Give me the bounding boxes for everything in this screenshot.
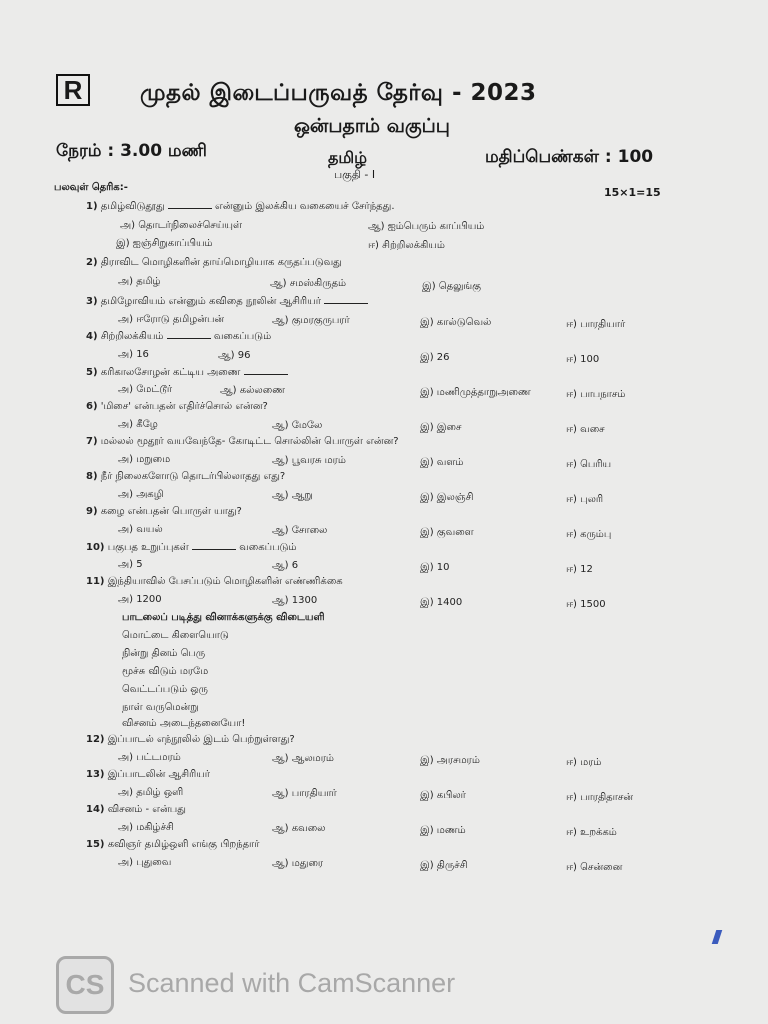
time-label: நேரம் : 3.00 மணி <box>56 141 207 161</box>
option: அ) 5 <box>118 559 143 570</box>
question-10: 10) பகுபத உறுப்புகள் வகைப்படும் <box>86 542 297 553</box>
question-4: 4) சிற்றிலக்கியம் வகைப்படும் <box>86 331 272 342</box>
option: இ) குவளை <box>420 527 474 538</box>
option: ஆ) ஆறு <box>272 490 313 501</box>
poem-line: நின்று தினம் பெரு <box>122 648 206 659</box>
answer-blank <box>192 541 236 550</box>
option: இ) 10 <box>420 562 450 573</box>
option: ஈ) 1500 <box>566 599 606 610</box>
option: ஈ) சென்னை <box>566 862 623 873</box>
option: ஆ) 96 <box>218 350 251 361</box>
option: அ) மறுமை <box>118 454 171 465</box>
pen-mark <box>712 930 723 944</box>
option: இ) வளம் <box>420 457 464 468</box>
camscanner-logo-icon: CS <box>56 956 114 1014</box>
question-15: 15) கவிஞர் தமிழ்ஒளி எங்கு பிறந்தார் <box>86 839 260 850</box>
option: அ) 1200 <box>118 594 162 605</box>
question-6: 6) 'மிசை' என்பதன் எதிர்ச்சொல் என்ன? <box>86 401 268 412</box>
option: இ) தெலுங்கு <box>422 281 481 292</box>
subject-label: தமிழ் <box>328 148 368 167</box>
camscanner-watermark: Scanned with CamScanner <box>128 968 456 998</box>
option: ஈ) பாரதியார் <box>566 319 626 330</box>
poem-line: நாள் வருமென்று <box>122 702 199 713</box>
option: ஆ) ஐம்பெரும் காப்பியம் <box>368 221 485 232</box>
option: இ) கபிலர் <box>420 790 466 801</box>
option: ஆ) பாரதியார் <box>272 788 337 799</box>
question-7: 7) மல்லல் மூதூர் வயவேந்தே- கோடிட்ட சொல்லின் பொருள் என்ன? <box>86 436 399 447</box>
poem-line: மூச்சு விடும் மரமே <box>122 666 209 677</box>
section-label: பலவுள் தெரிக:- <box>54 182 128 193</box>
option: ஆ) கவலை <box>272 823 326 834</box>
option: ஆ) 1300 <box>272 595 318 606</box>
option: ஈ) பாரதிதாசன் <box>566 792 634 803</box>
poem-line: வெட்டப்படும் ஒரு <box>122 684 208 695</box>
question-14: 14) விசனம் - என்பது <box>86 804 186 815</box>
option: ஈ) 12 <box>566 564 593 575</box>
option: ஆ) கல்லணை <box>220 385 285 396</box>
option: ஈ) வசை <box>566 424 605 435</box>
option: ஆ) பூவரசு மரம் <box>272 455 346 466</box>
question-2: 2) திராவிட மொழிகளின் தாய்மொழியாக கருதப்படுவது <box>86 257 342 268</box>
option: ஆ) குமரகுருபரர் <box>272 315 350 326</box>
marks-label: மதிப்பெண்கள் : 100 <box>485 147 654 167</box>
option: அ) தொடர்நிலைச்செய்யுள் <box>120 220 242 231</box>
option: அ) தமிழ் <box>118 276 161 287</box>
question-1: 1) தமிழ்விடுதூது என்னும் இலக்கிய வகையைச் சேர்ந்தது. <box>86 201 395 212</box>
option: இ) 1400 <box>420 597 463 608</box>
part-label: பகுதி - I <box>334 168 376 181</box>
poem-line: விசனம் அடைந்தனையோ! <box>122 718 246 729</box>
answer-blank <box>324 295 368 304</box>
option: இ) இசை <box>420 422 462 433</box>
option: இ) கால்டுவெல் <box>420 317 492 328</box>
option: அ) வயல் <box>118 524 163 535</box>
option: அ) 16 <box>118 349 149 360</box>
option: இ) திருச்சி <box>420 860 468 871</box>
option: இ) 26 <box>420 352 450 363</box>
answer-blank <box>168 200 212 209</box>
option: அ) ஈரோடு தமிழன்பன் <box>118 314 225 325</box>
option: ஆ) 6 <box>272 560 299 571</box>
option: ஆ) சோலை <box>272 525 328 536</box>
option: இ) மணம் <box>420 825 466 836</box>
option: அ) கீழே <box>118 419 158 430</box>
option: ஈ) பாபநாசம் <box>566 389 626 400</box>
option: அ) தமிழ் ஒளி <box>118 787 184 798</box>
score-label: 15×1=15 <box>604 186 661 199</box>
option: இ) மணிமுத்தாறுஅணை <box>420 387 531 398</box>
option: அ) மகிழ்ச்சி <box>118 822 174 833</box>
answer-blank <box>167 330 211 339</box>
option: இ) அரசமரம் <box>420 755 480 766</box>
option: இ) ஐஞ்சிறுகாப்பியம் <box>116 238 213 249</box>
option: ஈ) மரம் <box>566 757 602 768</box>
option: அ) புதுவை <box>118 857 172 868</box>
exam-title: முதல் இடைப்பருவத் தேர்வு - 2023 <box>140 80 537 106</box>
question-12: 12) இப்பாடல் எந்நூலில் இடம் பெற்றுள்ளது? <box>86 734 295 745</box>
question-5: 5) கரிகாலசோழன் கட்டிய அணை <box>86 366 288 379</box>
option: அ) அகழி <box>118 489 164 500</box>
question-13: 13) இப்பாடலின் ஆசிரியர் <box>86 769 211 780</box>
option: ஆ) மதுரை <box>272 858 324 869</box>
option: ஈ) புலரி <box>566 494 604 505</box>
question-9: 9) கழை என்பதன் பொருள் யாது? <box>86 506 242 517</box>
poem-intro: பாடலைப் படித்து வினாக்களுக்கு விடையளி <box>122 612 325 623</box>
r-mark: R <box>56 74 90 106</box>
option: இ) இலஞ்சி <box>420 492 474 503</box>
question-8: 8) நீர் நிலைகளோடு தொடர்பில்லாதது எது? <box>86 471 286 482</box>
option: ஈ) கரும்பு <box>566 529 612 540</box>
option: ஈ) சிற்றிலக்கியம் <box>368 240 445 251</box>
option: ஆ) சமஸ்கிருதம் <box>270 278 347 289</box>
question-3: 3) தமிழோவியம் என்னும் கவிதை நூலின் ஆசிரியர் <box>86 295 368 308</box>
option: ஈ) பெரிய <box>566 459 612 470</box>
option: ஈ) உறக்கம் <box>566 827 617 838</box>
poem-line: மொட்டை கிளையொடு <box>122 630 229 641</box>
option: அ) பட்டமரம் <box>118 752 181 763</box>
class-label: ஒன்பதாம் வகுப்பு <box>294 115 450 137</box>
question-11: 11) இந்தியாவில் பேசப்படும் மொழிகளின் எண்ணிக்கை <box>86 576 343 587</box>
option: ஆ) ஆலமரம் <box>272 753 334 764</box>
option: ஆ) மேலே <box>272 420 323 431</box>
option: ஈ) 100 <box>566 354 600 365</box>
option: அ) மேட்டூர் <box>118 384 173 395</box>
answer-blank <box>244 366 288 375</box>
